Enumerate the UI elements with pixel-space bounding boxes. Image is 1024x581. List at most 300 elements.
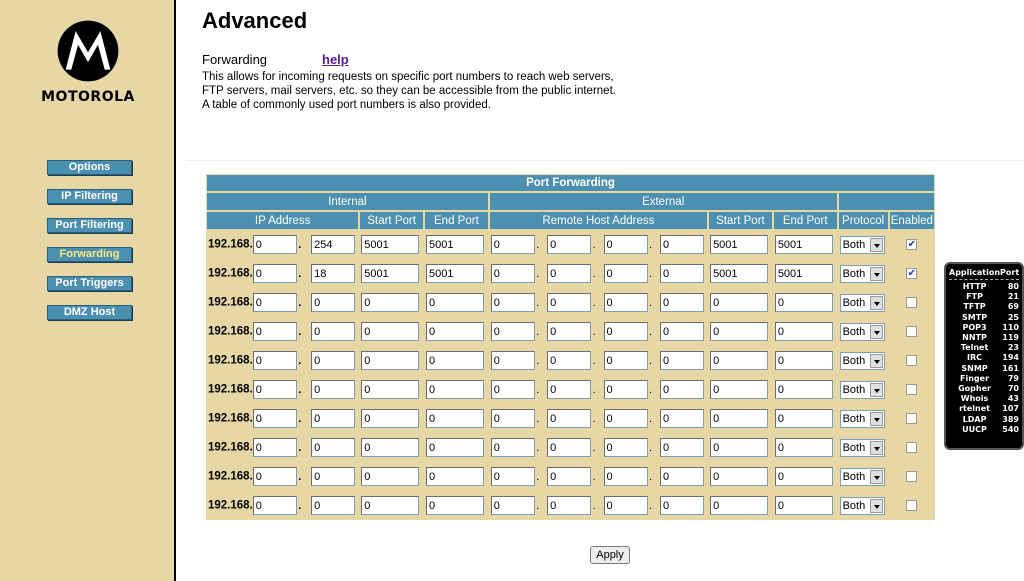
- remote-octet4-input[interactable]: [660, 235, 704, 254]
- application-name: Finger: [960, 373, 990, 383]
- start-port-header: Start Port: [359, 211, 424, 230]
- remote-octet4-cell: [658, 404, 708, 433]
- remote-octet4-input[interactable]: [660, 322, 704, 341]
- ip-prefix-label: 192.168.: [208, 383, 253, 396]
- apply-button[interactable]: Apply: [590, 546, 630, 564]
- ext-start-port-cell: [708, 491, 773, 520]
- remote-octet4-cell: [658, 491, 708, 520]
- nav-forwarding-button[interactable]: Forwarding: [47, 247, 132, 262]
- enabled-checkbox[interactable]: [906, 239, 917, 250]
- table-row: [206, 317, 935, 346]
- remote-octet4-input[interactable]: [660, 293, 704, 312]
- ip-dot: .: [536, 296, 540, 309]
- end-port-input[interactable]: [426, 235, 484, 254]
- table-row: [206, 259, 935, 288]
- remote-octet2-input[interactable]: [547, 380, 591, 399]
- start-port-cell: [359, 317, 424, 346]
- ip-prefix-cell: [206, 230, 309, 259]
- end-port-cell: [424, 346, 489, 375]
- application-name: NNTP: [962, 333, 987, 343]
- port-number: 107: [1002, 404, 1019, 414]
- ext-end-port-cell: [773, 491, 838, 520]
- remote-octet3-cell: [602, 462, 658, 491]
- enabled-checkbox[interactable]: [906, 471, 917, 482]
- sidebar: [0, 0, 176, 581]
- enabled-checkbox[interactable]: [906, 500, 917, 511]
- protocol-value: Both: [842, 470, 866, 483]
- protocol-select[interactable]: [840, 352, 885, 370]
- remote-octet2-cell: [545, 375, 601, 404]
- ext-end-port-cell: [773, 259, 838, 288]
- remote-octet4-input[interactable]: [660, 438, 704, 457]
- remote-octet3-input[interactable]: [604, 409, 648, 428]
- remote-octet1-input[interactable]: [491, 351, 535, 370]
- group-internal-header: Internal: [206, 192, 489, 211]
- port-reference-row: [949, 415, 1019, 425]
- remote-octet2-input[interactable]: [547, 438, 591, 457]
- remote-octet3-input[interactable]: [604, 264, 648, 283]
- ip-dot: .: [536, 325, 540, 338]
- start-port-input[interactable]: [361, 380, 419, 399]
- ip-dot: .: [536, 383, 540, 396]
- ip-dot: .: [649, 383, 653, 396]
- remote-octet4-cell: [658, 433, 708, 462]
- ip-octet4-input[interactable]: [311, 496, 355, 515]
- protocol-value: Both: [842, 499, 866, 512]
- protocol-value: Both: [842, 441, 866, 454]
- port-number: 79: [1007, 373, 1019, 383]
- ip-octet4-cell: [309, 404, 359, 433]
- ip-octet4-input[interactable]: [311, 467, 355, 486]
- ext-end-port-input[interactable]: [775, 467, 833, 486]
- remote-octet4-input[interactable]: [660, 264, 704, 283]
- remote-octet3-input[interactable]: [604, 293, 648, 312]
- remote-octet3-input[interactable]: [604, 438, 648, 457]
- ext-start-port-input[interactable]: [710, 293, 768, 312]
- end-port-cell: [424, 230, 489, 259]
- ip-dot: .: [592, 383, 596, 396]
- ip-dot: .: [536, 470, 540, 483]
- start-port-cell: [359, 462, 424, 491]
- port-reference-header: [949, 268, 1019, 277]
- remote-octet1-input[interactable]: [491, 438, 535, 457]
- help-link[interactable]: help: [322, 52, 349, 67]
- end-port-input[interactable]: [426, 293, 484, 312]
- protocol-select[interactable]: [840, 439, 885, 457]
- remote-octet3-input[interactable]: [604, 351, 648, 370]
- remote-octet2-cell: [545, 288, 601, 317]
- ip-octet4-cell: [309, 346, 359, 375]
- ip-octet3-input[interactable]: [253, 351, 297, 370]
- ip-octet4-cell: [309, 462, 359, 491]
- group-blank-header: [838, 192, 935, 211]
- remote-octet2-input[interactable]: [547, 264, 591, 283]
- port-number: 69: [1007, 302, 1019, 312]
- remote-octet2-input[interactable]: [547, 409, 591, 428]
- ip-dot: .: [649, 354, 653, 367]
- ip-dot: .: [649, 470, 653, 483]
- ext-end-port-cell: [773, 462, 838, 491]
- end-port-input[interactable]: [426, 351, 484, 370]
- motorola-logo-icon: [57, 20, 119, 82]
- ip-dot: .: [592, 441, 596, 454]
- ext-start-port-cell: [708, 433, 773, 462]
- enabled-checkbox[interactable]: [906, 442, 917, 453]
- chevron-down-icon[interactable]: [870, 383, 883, 397]
- group-external-header: External: [489, 192, 838, 211]
- port-reference-row: [949, 374, 1019, 384]
- remote-octet1-cell: [489, 230, 545, 259]
- enabled-cell: [889, 259, 935, 288]
- ext-start-port-cell: [708, 230, 773, 259]
- enabled-checkbox[interactable]: [906, 297, 917, 308]
- ext-end-port-input[interactable]: [775, 380, 833, 399]
- end-port-input[interactable]: [426, 438, 484, 457]
- chevron-down-icon[interactable]: [870, 354, 883, 368]
- ext-start-port-input[interactable]: [710, 496, 768, 515]
- remote-octet4-input[interactable]: [660, 467, 704, 486]
- enabled-checkbox[interactable]: [906, 268, 917, 279]
- ext-end-port-cell: [773, 404, 838, 433]
- port-reference-row: [949, 313, 1019, 323]
- protocol-cell: [838, 346, 889, 375]
- nav-ip-filtering-button[interactable]: IP Filtering: [47, 189, 132, 204]
- application-name: rtelnet: [959, 404, 990, 414]
- ip-dot: .: [536, 412, 540, 425]
- remote-octet4-input[interactable]: [660, 496, 704, 515]
- application-name: POP3: [962, 322, 987, 332]
- remote-octet1-input[interactable]: [491, 235, 535, 254]
- enabled-cell: [889, 317, 935, 346]
- remote-octet3-input[interactable]: [604, 322, 648, 341]
- ip-prefix-label: 192.168.: [208, 325, 253, 338]
- protocol-select[interactable]: [840, 323, 885, 341]
- remote-octet1-input[interactable]: [491, 380, 535, 399]
- application-name: LDAP: [962, 414, 987, 424]
- remote-octet4-input[interactable]: [660, 351, 704, 370]
- ext-start-port-cell: [708, 346, 773, 375]
- remote-octet1-input[interactable]: [491, 264, 535, 283]
- ip-prefix-label: 192.168.: [208, 470, 253, 483]
- remote-octet3-cell: [602, 375, 658, 404]
- remote-octet1-input[interactable]: [491, 409, 535, 428]
- description-line: This allows for incoming requests on specific port numbers to reach web servers,: [202, 71, 614, 83]
- ip-prefix-label: 192.168.: [208, 267, 253, 280]
- remote-octet3-cell: [602, 288, 658, 317]
- ip-octet4-input[interactable]: [311, 380, 355, 399]
- protocol-cell: [838, 317, 889, 346]
- enabled-checkbox[interactable]: [906, 326, 917, 337]
- start-port-cell: [359, 230, 424, 259]
- start-port-cell: [359, 288, 424, 317]
- remote-octet1-input[interactable]: [491, 467, 535, 486]
- ip-octet4-input[interactable]: [311, 264, 355, 283]
- remote-octet2-cell: [545, 491, 601, 520]
- remote-octet4-input[interactable]: [660, 380, 704, 399]
- remote-octet1-input[interactable]: [491, 322, 535, 341]
- remote-octet1-cell: [489, 346, 545, 375]
- ip-dot: .: [649, 296, 653, 309]
- ip-octet3-input[interactable]: [253, 409, 297, 428]
- ip-octet3-input[interactable]: [253, 380, 297, 399]
- table-row: [206, 462, 935, 491]
- start-port-input[interactable]: [361, 322, 419, 341]
- table-row: [206, 346, 935, 375]
- application-name: FTP: [966, 292, 983, 302]
- end-port-input[interactable]: [426, 467, 484, 486]
- ext-end-port-input[interactable]: [775, 293, 833, 312]
- enabled-header: Enabled: [889, 211, 935, 230]
- remote-octet2-cell: [545, 346, 601, 375]
- protocol-cell: [838, 259, 889, 288]
- ip-prefix-cell: [206, 433, 309, 462]
- ip-prefix-label: 192.168.: [208, 354, 253, 367]
- ext-end-port-input[interactable]: [775, 496, 833, 515]
- ip-octet3-input[interactable]: [253, 264, 297, 283]
- port-forwarding-table: [206, 174, 935, 520]
- ip-prefix-label: 192.168.: [208, 238, 253, 251]
- ext-start-port-input[interactable]: [710, 438, 768, 457]
- ext-start-port-input[interactable]: [710, 322, 768, 341]
- ip-dot: .: [298, 267, 302, 280]
- ext-end-port-cell: [773, 288, 838, 317]
- ip-octet4-input[interactable]: [311, 351, 355, 370]
- ext-start-port-input[interactable]: [710, 409, 768, 428]
- protocol-value: Both: [842, 354, 866, 367]
- port-number: 110: [1002, 322, 1019, 332]
- end-port-input[interactable]: [426, 264, 484, 283]
- remote-octet3-input[interactable]: [604, 467, 648, 486]
- port-number: 21: [1007, 292, 1019, 302]
- ext-start-port-input[interactable]: [710, 264, 768, 283]
- ip-dot: .: [649, 267, 653, 280]
- start-port-input[interactable]: [361, 351, 419, 370]
- remote-octet1-cell: [489, 259, 545, 288]
- description-line: FTP servers, mail servers, etc. so they can be accessible from the public internet.: [202, 85, 616, 97]
- port-reference-table: [944, 262, 1024, 450]
- ip-octet4-input[interactable]: [311, 409, 355, 428]
- ip-dot: .: [298, 499, 302, 512]
- remote-octet3-cell: [602, 259, 658, 288]
- ext-end-port-cell: [773, 375, 838, 404]
- ip-prefix-cell: [206, 462, 309, 491]
- ip-octet4-input[interactable]: [311, 235, 355, 254]
- start-port-input[interactable]: [361, 496, 419, 515]
- chevron-down-icon[interactable]: [870, 325, 883, 339]
- ip-octet4-cell: [309, 433, 359, 462]
- port-number: 540: [1002, 424, 1019, 434]
- ip-octet3-input[interactable]: [253, 438, 297, 457]
- remote-octet2-input[interactable]: [547, 351, 591, 370]
- start-port-input[interactable]: [361, 438, 419, 457]
- remote-octet3-cell: [602, 433, 658, 462]
- ext-start-port-input[interactable]: [710, 380, 768, 399]
- port-reference-row: [949, 394, 1019, 404]
- section-title: Forwarding: [202, 52, 268, 67]
- end-port-input[interactable]: [426, 496, 484, 515]
- port-number: 43: [1007, 394, 1019, 404]
- remote-octet2-input[interactable]: [547, 322, 591, 341]
- ip-octet4-cell: [309, 230, 359, 259]
- remote-octet4-cell: [658, 259, 708, 288]
- ext-start-port-input[interactable]: [710, 467, 768, 486]
- remote-octet2-cell: [545, 317, 601, 346]
- ip-prefix-cell: [206, 288, 309, 317]
- nav-port-filtering-button[interactable]: Port Filtering: [47, 218, 132, 233]
- chevron-down-icon[interactable]: [870, 296, 883, 310]
- ext-end-port-input[interactable]: [775, 235, 833, 254]
- port-number: 389: [1002, 414, 1019, 424]
- port-reference-row: [949, 292, 1019, 302]
- chevron-down-icon[interactable]: [870, 267, 883, 281]
- protocol-select[interactable]: [840, 497, 885, 515]
- end-port-input[interactable]: [426, 322, 484, 341]
- ip-octet3-input[interactable]: [253, 322, 297, 341]
- remote-octet2-input[interactable]: [547, 293, 591, 312]
- ip-octet4-cell: [309, 259, 359, 288]
- port-header: Port: [1000, 268, 1020, 277]
- ip-octet4-input[interactable]: [311, 293, 355, 312]
- remote-octet4-input[interactable]: [660, 409, 704, 428]
- table-row: [206, 288, 935, 317]
- start-port-input[interactable]: [361, 235, 419, 254]
- ip-dot: .: [649, 238, 653, 251]
- remote-octet4-cell: [658, 230, 708, 259]
- end-port-cell: [424, 288, 489, 317]
- remote-octet2-cell: [545, 404, 601, 433]
- ip-dot: .: [649, 441, 653, 454]
- ext-end-port-input[interactable]: [775, 264, 833, 283]
- ext-end-port-input[interactable]: [775, 438, 833, 457]
- protocol-select[interactable]: [840, 468, 885, 486]
- remote-octet1-cell: [489, 375, 545, 404]
- enabled-checkbox[interactable]: [906, 413, 917, 424]
- chevron-down-icon[interactable]: [870, 499, 883, 513]
- remote-octet3-cell: [602, 230, 658, 259]
- protocol-cell: [838, 491, 889, 520]
- protocol-select[interactable]: [840, 294, 885, 312]
- ip-dot: .: [536, 238, 540, 251]
- remote-octet2-input[interactable]: [547, 235, 591, 254]
- remote-octet3-cell: [602, 346, 658, 375]
- remote-octet4-cell: [658, 346, 708, 375]
- end-port-input[interactable]: [426, 380, 484, 399]
- nav-options-button[interactable]: Options: [47, 160, 132, 175]
- protocol-cell: [838, 375, 889, 404]
- port-reference-row: [949, 364, 1019, 374]
- ext-end-port-input[interactable]: [775, 409, 833, 428]
- remote-octet3-input[interactable]: [604, 235, 648, 254]
- ip-prefix-cell: [206, 259, 309, 288]
- remote-octet1-cell: [489, 288, 545, 317]
- ip-octet4-cell: [309, 288, 359, 317]
- start-port-input[interactable]: [361, 409, 419, 428]
- enabled-checkbox[interactable]: [906, 355, 917, 366]
- nav-dmz-host-button[interactable]: DMZ Host: [47, 305, 132, 320]
- port-number: 23: [1007, 343, 1019, 353]
- ext-start-port-cell: [708, 462, 773, 491]
- remote-octet1-input[interactable]: [491, 293, 535, 312]
- ip-octet4-input[interactable]: [311, 438, 355, 457]
- enabled-cell: [889, 462, 935, 491]
- application-header: Application: [949, 268, 1001, 277]
- ip-octet3-input[interactable]: [253, 467, 297, 486]
- remote-octet2-input[interactable]: [547, 467, 591, 486]
- start-port-cell: [359, 404, 424, 433]
- port-number: 194: [1002, 353, 1019, 363]
- table-row: [206, 375, 935, 404]
- start-port-input[interactable]: [361, 293, 419, 312]
- ext-end-port-header: End Port: [773, 211, 838, 230]
- end-port-cell: [424, 433, 489, 462]
- start-port-cell: [359, 346, 424, 375]
- protocol-select[interactable]: [840, 236, 885, 254]
- ip-prefix-cell: [206, 491, 309, 520]
- protocol-select[interactable]: [840, 265, 885, 283]
- ip-prefix-label: 192.168.: [208, 499, 253, 512]
- ip-prefix-cell: [206, 346, 309, 375]
- remote-octet1-input[interactable]: [491, 496, 535, 515]
- chevron-down-icon[interactable]: [870, 441, 883, 455]
- ip-prefix-cell: [206, 375, 309, 404]
- protocol-select[interactable]: [840, 381, 885, 399]
- port-reference-row: [949, 425, 1019, 435]
- port-reference-row: [949, 302, 1019, 312]
- remote-octet3-input[interactable]: [604, 496, 648, 515]
- ip-octet3-input[interactable]: [253, 235, 297, 254]
- port-number: 161: [1002, 363, 1019, 373]
- remote-octet2-input[interactable]: [547, 496, 591, 515]
- end-port-input[interactable]: [426, 409, 484, 428]
- chevron-down-icon[interactable]: [870, 238, 883, 252]
- protocol-cell: [838, 433, 889, 462]
- enabled-cell: [889, 404, 935, 433]
- ip-dot: .: [536, 267, 540, 280]
- start-port-input[interactable]: [361, 264, 419, 283]
- ip-octet4-input[interactable]: [311, 322, 355, 341]
- ext-end-port-input[interactable]: [775, 351, 833, 370]
- start-port-input[interactable]: [361, 467, 419, 486]
- remote-octet2-cell: [545, 433, 601, 462]
- divider: [186, 160, 1024, 161]
- ext-start-port-header: Start Port: [708, 211, 773, 230]
- ip-octet3-input[interactable]: [253, 293, 297, 312]
- protocol-cell: [838, 462, 889, 491]
- ip-dot: .: [536, 499, 540, 512]
- protocol-select[interactable]: [840, 410, 885, 428]
- ip-address-header: IP Address: [206, 211, 359, 230]
- enabled-cell: [889, 375, 935, 404]
- ip-dot: .: [298, 354, 302, 367]
- brand-name: MOTOROLA: [41, 89, 135, 105]
- enabled-cell: [889, 288, 935, 317]
- enabled-checkbox[interactable]: [906, 384, 917, 395]
- nav-port-triggers-button[interactable]: Port Triggers: [47, 276, 132, 291]
- ext-start-port-input[interactable]: [710, 235, 768, 254]
- ext-end-port-input[interactable]: [775, 322, 833, 341]
- ext-start-port-input[interactable]: [710, 351, 768, 370]
- ip-dot: .: [592, 238, 596, 251]
- ext-start-port-cell: [708, 288, 773, 317]
- chevron-down-icon[interactable]: [870, 470, 883, 484]
- remote-octet3-cell: [602, 491, 658, 520]
- remote-octet4-cell: [658, 288, 708, 317]
- remote-octet3-input[interactable]: [604, 380, 648, 399]
- chevron-down-icon[interactable]: [870, 412, 883, 426]
- ip-octet3-input[interactable]: [253, 496, 297, 515]
- ip-dot: .: [298, 325, 302, 338]
- ip-prefix-label: 192.168.: [208, 441, 253, 454]
